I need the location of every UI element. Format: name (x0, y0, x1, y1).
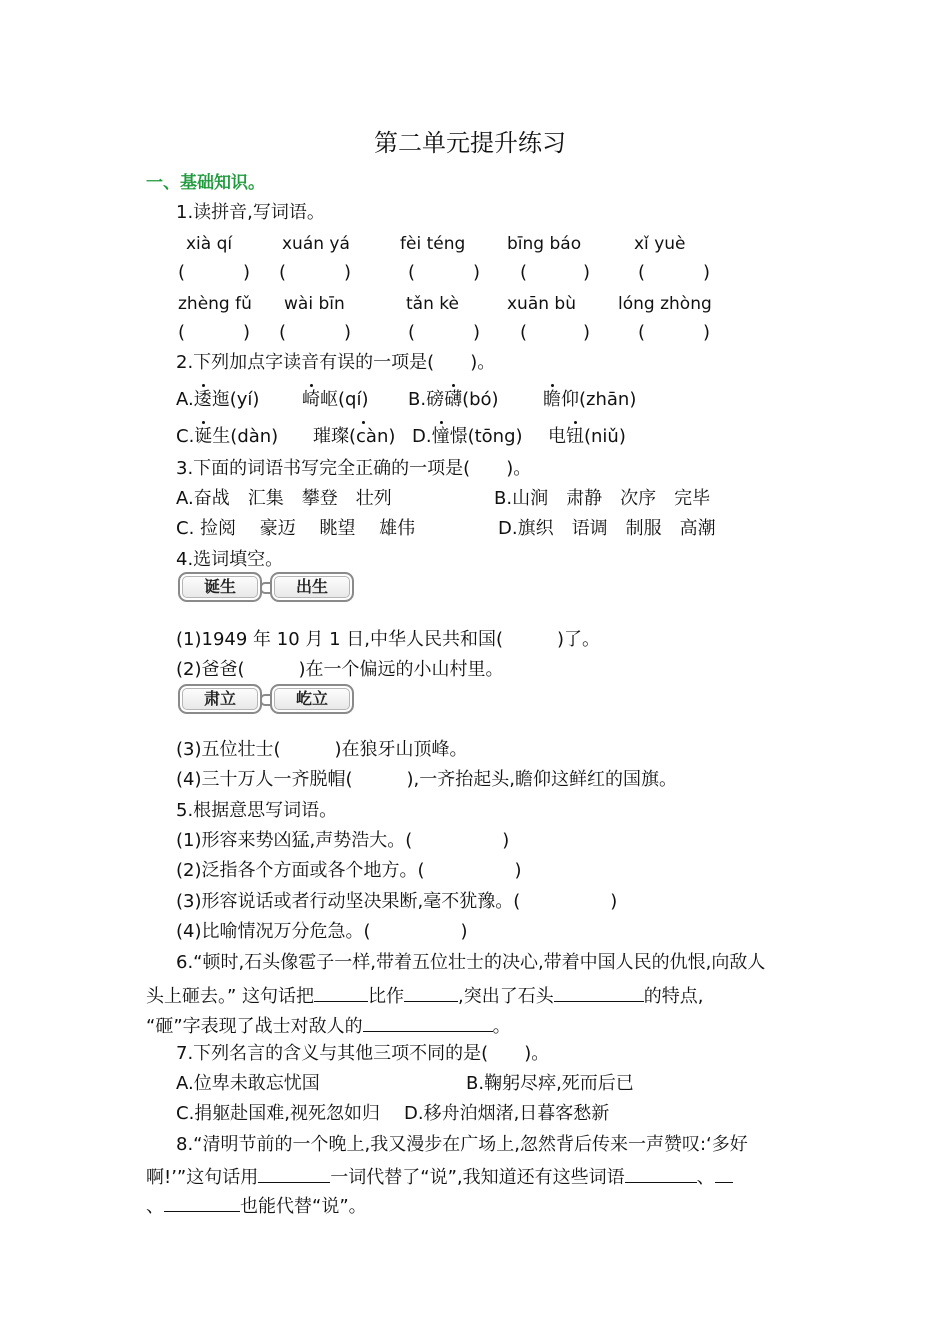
answer-paren-close: ) (703, 262, 711, 283)
fill-blank[interactable] (625, 1164, 697, 1183)
answer-paren-open: ( (178, 322, 186, 343)
answer-paren-open: ( (520, 262, 528, 283)
q4-sentence-4: (4)三十万人一齐脱帽( ),一齐抬起头,瞻仰这鲜红的国旗。 (176, 769, 677, 790)
q2-prompt: 2.下列加点字读音有误的一项是( )。 (176, 352, 496, 373)
answer-paren-close: ) (243, 322, 251, 343)
fill-blank[interactable] (554, 983, 644, 1002)
answer-paren-open: ( (638, 322, 646, 343)
q7-option-b: B.鞠躬尽瘁,死而后已 (466, 1073, 634, 1094)
q2-option-c: C.诞生(dàn) (176, 426, 279, 447)
q5-item-3: (3)形容说话或者行动坚决果断,毫不犹豫。( ) (176, 891, 618, 912)
q3-prompt: 3.下面的词语书写完全正确的一项是( )。 (176, 458, 532, 479)
section-heading-basics: 一、基础知识。 (146, 173, 265, 193)
answer-paren-close: ) (243, 262, 251, 283)
fill-blank[interactable] (258, 1164, 330, 1183)
pinyin-item: lóng zhòng (618, 294, 712, 314)
q6-line-2: 头上砸去。” 这句话把 比作 ,突出了石头 的特点, (146, 983, 704, 1008)
pinyin-item: xuān bù (507, 294, 576, 314)
q5-item-4: (4)比喻情况万分危急。( ) (176, 921, 468, 942)
q7-option-d: D.移舟泊烟渚,日暮客愁新 (404, 1103, 610, 1124)
word-card: 屹立 (270, 684, 354, 714)
q2-option-d2: 电钮(niǔ) (548, 426, 626, 447)
fill-blank[interactable] (164, 1193, 240, 1212)
word-card: 诞生 (178, 572, 262, 602)
pinyin-item: bīng báo (507, 234, 582, 254)
fill-blank[interactable] (314, 983, 368, 1002)
q2-option-a2: 崎岖(qí) (302, 389, 369, 410)
q3-option-a: A.奋战 汇集 攀登 壮列 (176, 488, 392, 509)
answer-paren-close: ) (703, 322, 711, 343)
q2-option-d: D.憧憬(tōng) (412, 426, 523, 447)
pinyin-item: xià qí (186, 234, 233, 254)
q8-line-1: 8.“清明节前的一个晚上,我又漫步在广场上,忽然背后传来一声赞叹:‘多好 (176, 1134, 748, 1155)
word-card-pair-2 (178, 684, 356, 716)
q4-prompt: 4.选词填空。 (176, 549, 284, 570)
fill-blank[interactable] (715, 1164, 733, 1183)
q1-prompt: 1.读拼音,写词语。 (176, 202, 325, 223)
answer-paren-open: ( (638, 262, 646, 283)
fill-blank[interactable] (363, 1013, 493, 1032)
answer-paren-open: ( (408, 262, 416, 283)
answer-paren-open: ( (178, 262, 186, 283)
answer-paren-close: ) (583, 262, 591, 283)
pinyin-item: xuán yá (282, 234, 350, 254)
q7-prompt: 7.下列名言的含义与其他三项不同的是( )。 (176, 1043, 550, 1064)
q4-sentence-1: (1)1949 年 10 月 1 日,中华人民共和国( )了。 (176, 629, 601, 650)
pinyin-item: fèi téng (400, 234, 466, 254)
q4-sentence-2: (2)爸爸( )在一个偏远的小山村里。 (176, 659, 504, 680)
answer-paren-close: ) (583, 322, 591, 343)
answer-paren-open: ( (279, 262, 287, 283)
q2-option-b2: 瞻仰(zhān) (543, 389, 637, 410)
q8-line-3: 、 也能代替“说”。 (146, 1193, 367, 1218)
q3-option-c: C. 捡阅 豪迈 眺望 雄伟 (176, 518, 416, 539)
q2-option-b: B.磅礴(bó) (408, 389, 499, 410)
q2-option-c2: 璀璨(càn) (313, 426, 396, 447)
q7-option-c: C.捐躯赴国难,视死忽如归 (176, 1103, 381, 1124)
answer-paren-close: ) (344, 322, 352, 343)
pinyin-item: zhèng fǔ (178, 294, 252, 314)
page-title: 第二单元提升练习 (374, 129, 566, 157)
q3-option-b: B.山涧 肃静 次序 完毕 (494, 488, 711, 509)
q7-option-a: A.位卑未敢忘忧国 (176, 1073, 320, 1094)
q4-sentence-3: (3)五位壮士( )在狼牙山顶峰。 (176, 739, 468, 760)
answer-paren-open: ( (520, 322, 528, 343)
answer-paren-close: ) (473, 262, 481, 283)
pinyin-item: xǐ yuè (634, 234, 686, 254)
answer-paren-close: ) (344, 262, 352, 283)
pinyin-item: tǎn kè (406, 294, 459, 314)
pinyin-item: wài bīn (284, 294, 345, 314)
q6-line-3: “砸”字表现了战士对敌人的 。 (146, 1013, 511, 1038)
word-card: 出生 (270, 572, 354, 602)
q8-line-2: 啊!’”这句话用 一词代替了“说”,我知道还有这些词语 、 (146, 1164, 733, 1189)
answer-paren-close: ) (473, 322, 481, 343)
fill-blank[interactable] (404, 983, 458, 1002)
q5-item-2: (2)泛指各个方面或各个地方。( ) (176, 860, 522, 881)
q6-line-1: 6.“顿时,石头像雹子一样,带着五位壮士的决心,带着中国人民的仇恨,向敌人 (176, 952, 766, 973)
answer-paren-open: ( (279, 322, 287, 343)
word-card: 肃立 (178, 684, 262, 714)
q3-option-d: D.旗织 语调 制服 高潮 (498, 518, 716, 539)
word-card-pair-1 (178, 572, 356, 604)
q5-item-1: (1)形容来势凶猛,声势浩大。( ) (176, 830, 510, 851)
q2-option-a: A.逶迤(yí) (176, 389, 260, 410)
q5-prompt: 5.根据意思写词语。 (176, 800, 338, 821)
answer-paren-open: ( (408, 322, 416, 343)
